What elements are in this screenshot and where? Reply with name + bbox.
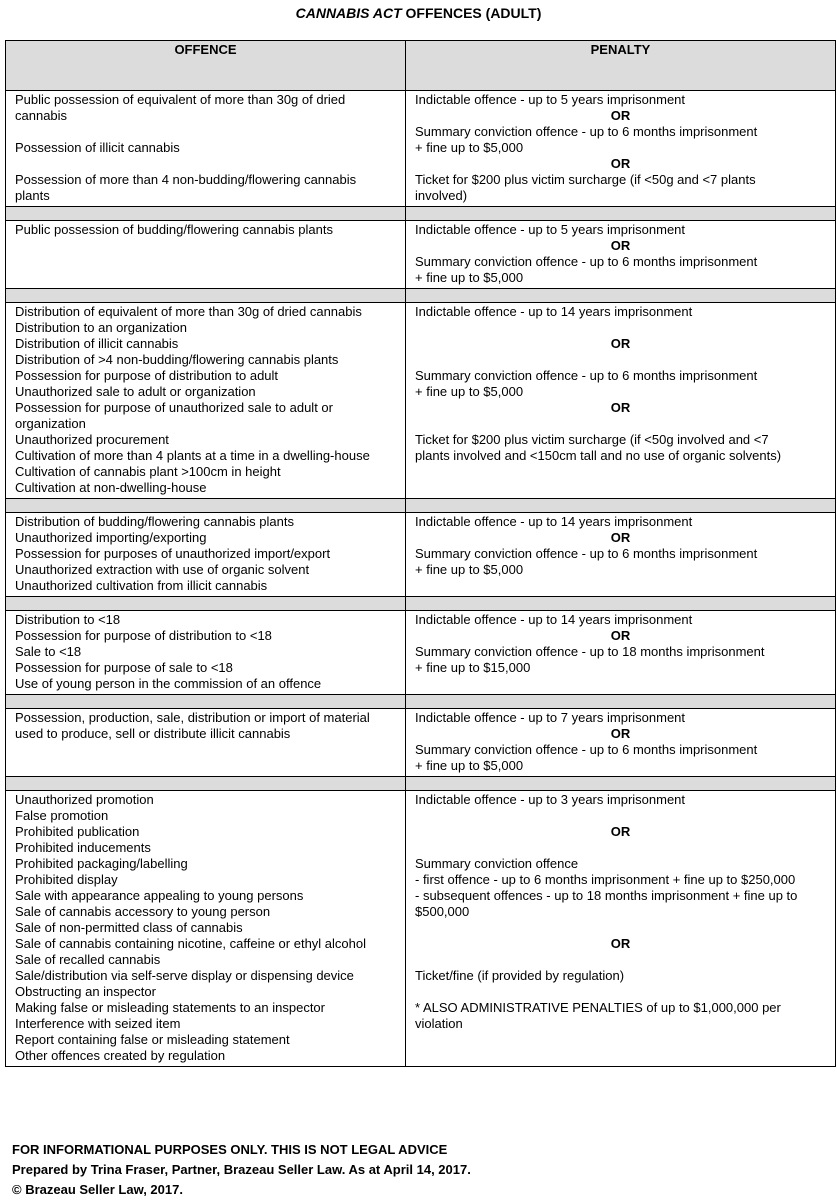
offence-row: [6, 91, 836, 207]
penalty-line: Summary conviction offence - up to 6 months imprisonment: [415, 742, 758, 757]
penalty-line: + fine up to $15,000: [415, 660, 531, 675]
separator-cell: [6, 695, 406, 709]
penalty-line: plants involved and <150cm tall and no use of organic solvents): [415, 448, 782, 463]
offence-line: Cultivation of more than 4 plants at a time in a dwelling-house: [15, 448, 370, 463]
offence-line: Sale of cannabis accessory to young person: [15, 904, 271, 919]
penalty-line: - first offence - up to 6 months imprisonment + fine up to $250,000: [415, 872, 796, 887]
separator-cell: [406, 289, 836, 303]
offence-line: Possession of more than 4 non-budding/flowering cannabis: [15, 172, 357, 187]
offence-row: [6, 221, 836, 289]
penalty-column-header: PENALTY: [406, 41, 836, 91]
penalty-cell: [406, 91, 836, 207]
penalty-line: Ticket/fine (if provided by regulation): [415, 968, 625, 983]
offences-table: [5, 40, 836, 1067]
penalty-line: + fine up to $5,000: [415, 270, 524, 285]
offence-line: Making false or misleading statements to an inspector: [15, 1000, 325, 1015]
offence-cell: [6, 611, 406, 695]
offence-cell: [6, 303, 406, 499]
offence-line: Sale of non-permitted class of cannabis: [15, 920, 243, 935]
penalty-cell: [406, 611, 836, 695]
separator-cell: [6, 777, 406, 791]
row-separator: [6, 207, 836, 221]
or-separator: OR: [610, 726, 631, 741]
offence-line: organization: [15, 416, 86, 431]
penalty-line: Indictable offence - up to 14 years imprisonment: [415, 612, 693, 627]
penalty-line: Indictable offence - up to 3 years imprisonment: [415, 792, 686, 807]
penalty-line: + fine up to $5,000: [415, 758, 524, 773]
offence-line: Sale with appearance appealing to young persons: [15, 888, 304, 903]
separator-cell: [6, 499, 406, 513]
offence-line: Distribution to an organization: [15, 320, 187, 335]
table-header-row: [6, 41, 836, 91]
offence-line: Possession for purpose of sale to <18: [15, 660, 233, 675]
offence-column-header: OFFENCE: [6, 41, 406, 91]
line-spacer: [15, 156, 396, 172]
offence-row: [6, 303, 836, 499]
offence-line: Cultivation at non-dwelling-house: [15, 480, 207, 495]
offence-line: Distribution of equivalent of more than 30g of dried cannabis: [15, 304, 362, 319]
penalty-line: + fine up to $5,000: [415, 384, 524, 399]
offence-line: Distribution of illicit cannabis: [15, 336, 179, 351]
penalty-line: Summary conviction offence - up to 18 months imprisonment: [415, 644, 765, 659]
penalty-line: Summary conviction offence: [415, 856, 579, 871]
offence-line: Prohibited inducements: [15, 840, 151, 855]
penalty-line: Summary conviction offence - up to 6 months imprisonment: [415, 546, 758, 561]
penalty-line: Ticket for $200 plus victim surcharge (if <50g involved and <7: [415, 432, 769, 447]
prepared-by-text: Prepared by Trina Fraser, Partner, Brazeau Seller Law. As at April 14, 2017.: [12, 1162, 471, 1177]
separator-cell: [406, 207, 836, 221]
separator-cell: [406, 499, 836, 513]
penalty-line: * ALSO ADMINISTRATIVE PENALTIES of up to $1,000,000 per: [415, 1000, 781, 1015]
line-spacer: [415, 920, 826, 936]
penalty-line: Indictable offence - up to 14 years imprisonment: [415, 304, 693, 319]
offence-line: Unauthorized extraction with use of organic solvent: [15, 562, 310, 577]
penalty-line: $500,000: [415, 904, 470, 919]
or-separator: OR: [610, 628, 631, 643]
or-separator: OR: [610, 336, 631, 351]
penalty-line: + fine up to $5,000: [415, 140, 524, 155]
page-title: [0, 4, 837, 22]
offence-line: Possession for purpose of unauthorized sale to adult or: [15, 400, 333, 415]
offence-line: Possession of illicit cannabis: [15, 140, 180, 155]
penalty-line: Summary conviction offence - up to 6 months imprisonment: [415, 254, 758, 269]
offence-line: Unauthorized cultivation from illicit cannabis: [15, 578, 268, 593]
separator-cell: [406, 695, 836, 709]
offence-line: False promotion: [15, 808, 109, 823]
offence-line: Sale of recalled cannabis: [15, 952, 161, 967]
offence-row: [6, 709, 836, 777]
penalty-cell: [406, 709, 836, 777]
disclaimer-text: FOR INFORMATIONAL PURPOSES ONLY. THIS IS NOT LEGAL ADVICE: [12, 1142, 448, 1157]
or-separator: OR: [610, 238, 631, 253]
offence-line: Unauthorized procurement: [15, 432, 169, 447]
offence-line: Cultivation of cannabis plant >100cm in height: [15, 464, 281, 479]
offence-line: Interference with seized item: [15, 1016, 181, 1031]
penalty-cell: [406, 513, 836, 597]
offence-line: Public possession of budding/flowering cannabis plants: [15, 222, 333, 237]
separator-cell: [406, 777, 836, 791]
line-spacer: [415, 984, 826, 1000]
separator-cell: [406, 597, 836, 611]
offence-cell: [6, 91, 406, 207]
offence-line: Prohibited packaging/labelling: [15, 856, 188, 871]
offence-cell: [6, 221, 406, 289]
offence-line: Other offences created by regulation: [15, 1048, 226, 1063]
line-spacer: [415, 808, 826, 824]
offence-line: Possession for purposes of unauthorized import/export: [15, 546, 331, 561]
offence-line: Unauthorized promotion: [15, 792, 154, 807]
penalty-cell: [406, 303, 836, 499]
offence-row: [6, 513, 836, 597]
offence-cell: [6, 791, 406, 1067]
line-spacer: [15, 124, 396, 140]
offence-row: [6, 791, 836, 1067]
line-spacer: [415, 352, 826, 368]
row-separator: [6, 289, 836, 303]
line-spacer: [415, 952, 826, 968]
separator-cell: [6, 289, 406, 303]
penalty-line: Indictable offence - up to 7 years imprisonment: [415, 710, 686, 725]
offence-line: Use of young person in the commission of an offence: [15, 676, 322, 691]
line-spacer: [415, 320, 826, 336]
offence-line: Possession for purpose of distribution to adult: [15, 368, 279, 383]
offence-cell: [6, 513, 406, 597]
offence-line: Sale/distribution via self-serve display or dispensing device: [15, 968, 354, 983]
offence-line: Sale of cannabis containing nicotine, caffeine or ethyl alcohol: [15, 936, 366, 951]
separator-cell: [6, 597, 406, 611]
offence-line: plants: [15, 188, 50, 203]
penalty-line: + fine up to $5,000: [415, 562, 524, 577]
offence-line: used to produce, sell or distribute illicit cannabis: [15, 726, 291, 741]
penalty-line: - subsequent offences - up to 18 months imprisonment + fine up to: [415, 888, 798, 903]
penalty-line: Summary conviction offence - up to 6 months imprisonment: [415, 124, 758, 139]
offence-line: Distribution to <18: [15, 612, 121, 627]
row-separator: [6, 777, 836, 791]
title-rest: OFFENCES (ADULT): [401, 5, 542, 21]
or-separator: OR: [610, 108, 631, 123]
offence-line: Possession, production, sale, distribution or import of material: [15, 710, 370, 725]
line-spacer: [415, 416, 826, 432]
offence-line: Unauthorized sale to adult or organization: [15, 384, 256, 399]
offence-line: Sale to <18: [15, 644, 82, 659]
offence-line: Public possession of equivalent of more than 30g of dried: [15, 92, 346, 107]
penalty-line: involved): [415, 188, 468, 203]
offence-line: Distribution of >4 non-budding/flowering cannabis plants: [15, 352, 339, 367]
row-separator: [6, 597, 836, 611]
penalty-cell: [406, 221, 836, 289]
offence-line: Possession for purpose of distribution to <18: [15, 628, 272, 643]
penalty-cell: [406, 791, 836, 1067]
offence-line: Unauthorized importing/exporting: [15, 530, 207, 545]
offence-line: Prohibited display: [15, 872, 118, 887]
or-separator: OR: [610, 824, 631, 839]
penalty-line: Indictable offence - up to 14 years imprisonment: [415, 514, 693, 529]
footer: [12, 1140, 471, 1200]
penalty-line: Indictable offence - up to 5 years imprisonment: [415, 222, 686, 237]
or-separator: OR: [610, 530, 631, 545]
separator-cell: [6, 207, 406, 221]
offence-line: Obstructing an inspector: [15, 984, 156, 999]
table-body: [6, 91, 836, 1067]
penalty-line: violation: [415, 1016, 463, 1031]
line-spacer: [415, 840, 826, 856]
copyright-text: © Brazeau Seller Law, 2017.: [12, 1182, 183, 1197]
or-separator: OR: [610, 156, 631, 171]
offence-line: Prohibited publication: [15, 824, 140, 839]
offence-line: cannabis: [15, 108, 68, 123]
offence-cell: [6, 709, 406, 777]
or-separator: OR: [610, 400, 631, 415]
penalty-line: Ticket for $200 plus victim surcharge (if <50g and <7 plants: [415, 172, 756, 187]
penalty-line: Summary conviction offence - up to 6 months imprisonment: [415, 368, 758, 383]
title-act-name: CANNABIS ACT: [295, 5, 402, 21]
offence-row: [6, 611, 836, 695]
offence-line: Distribution of budding/flowering cannabis plants: [15, 514, 294, 529]
or-separator: OR: [610, 936, 631, 951]
row-separator: [6, 695, 836, 709]
offence-line: Report containing false or misleading statement: [15, 1032, 290, 1047]
row-separator: [6, 499, 836, 513]
penalty-line: Indictable offence - up to 5 years imprisonment: [415, 92, 686, 107]
